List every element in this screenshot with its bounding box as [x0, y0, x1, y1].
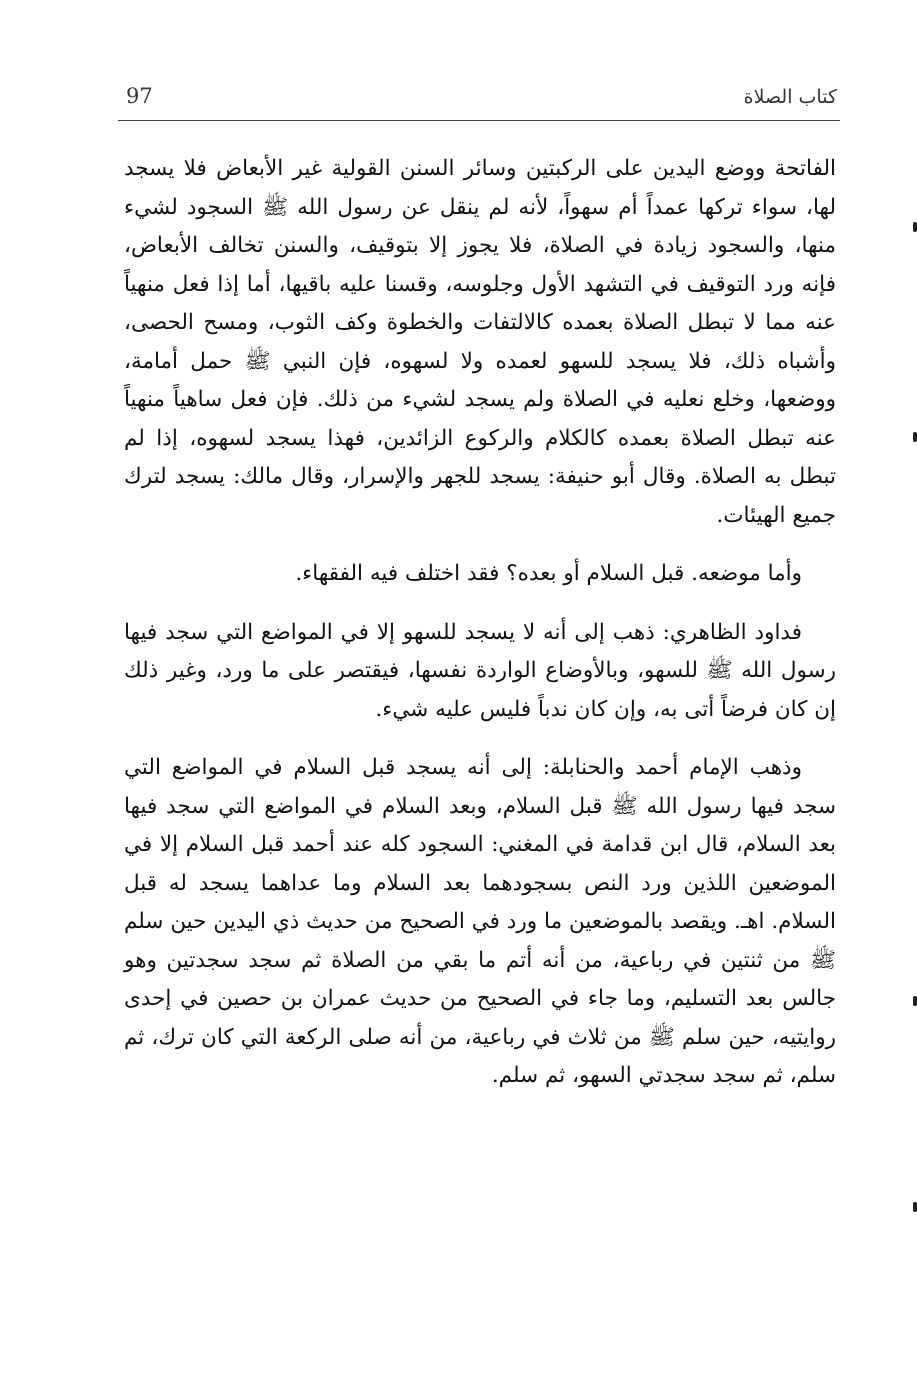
page-edge-mark: [913, 1202, 917, 1212]
running-head: [118, 82, 837, 112]
page-edge-mark: [913, 996, 917, 1006]
page-number: 97: [126, 84, 153, 108]
paragraph-position-question: وأما موضعه. قبل السلام أو بعده؟ فقد اختلف فيه الفقهاء.: [295, 561, 802, 586]
paragraph-ahmad-view: وذهب الإمام أحمد والحنابلة: إلى أنه يسجد قبل السلام في المواضع التي سجد فيها رسول الله ﷺ قبل السلام، وبعد السلام في المواضع التي سجد فيها بعد السلام، قال ابن قدامة في المغني: السجود كله عند أحمد قبل السلام إلا في الموضعين اللذين ورد النص بسجودهما بعد السلام وما عداهما يسجد له قبل السلام. اهـ. ويقصد بالموضعين ما ورد في الصحيح من حديث ذي اليدين حين سلم ﷺ من ثنتين في رباعية، من أنه أتم ما بقي من الصلاة ثم سجد سجدتين وهو جالس بعد التسليم، وما جاء في الصحيح من حديث عمران بن حصين في إحدى روايتيه، حين سلم ﷺ من ثلاث في رباعية، من أنه صلى الركعة التي كان ترك، ثم سلم، ثم سجد سجدتي السهو، ثم سلم.: [124, 755, 836, 1088]
running-title: كتاب الصلاة: [743, 86, 837, 108]
header-rule: [118, 120, 840, 121]
page-edge-mark: [913, 222, 917, 232]
body-text: [124, 150, 836, 1096]
paragraph-dawud-view: فداود الظاهري: ذهب إلى أنه لا يسجد للسهو إلا في المواضع التي سجد فيها رسول الله ﷺ للسهو، وبالأوضاع الواردة نفسها، فيقتصر على ما ورد، وغير ذلك إن كان فرضاً أتى به، وإن كان ندباً فليس عليه شيء.: [124, 619, 836, 722]
paragraph-continuation: الفاتحة ووضع اليدين على الركبتين وسائر السنن القولية غير الأبعاض فلا يسجد لها، سواء تركها عمداً أم سهواً، لأنه لم ينقل عن رسول الله ﷺ السجود لشيء منها، والسجود زيادة في الصلاة، فلا يجوز إلا بتوقيف، والسنن تخالف الأبعاض، فإنه ورد التوقيف في التشهد الأول وجلوسه، وقسنا عليه باقيها، أما إذا فعل منهياً عنه مما لا تبطل الصلاة بعمده كالالتفات والخطوة وكف الثوب، ومسح الحصى، وأشباه ذلك، فلا يسجد للسهو لعمده ولا لسهوه، فإن النبي ﷺ حمل أمامة، ووضعها، وخلع نعليه في الصلاة ولم يسجد لشيء من ذلك. فإن فعل ساهياً منهياً عنه تبطل الصلاة بعمده كالكلام والركوع الزائدين، فهذا يسجد لسهوه، إذا لم تبطل به الصلاة. وقال أبو حنيفة: يسجد للجهر والإسرار، وقال مالك: يسجد لترك جميع الهيئات.: [124, 156, 836, 528]
page-edge-mark: [913, 432, 917, 442]
